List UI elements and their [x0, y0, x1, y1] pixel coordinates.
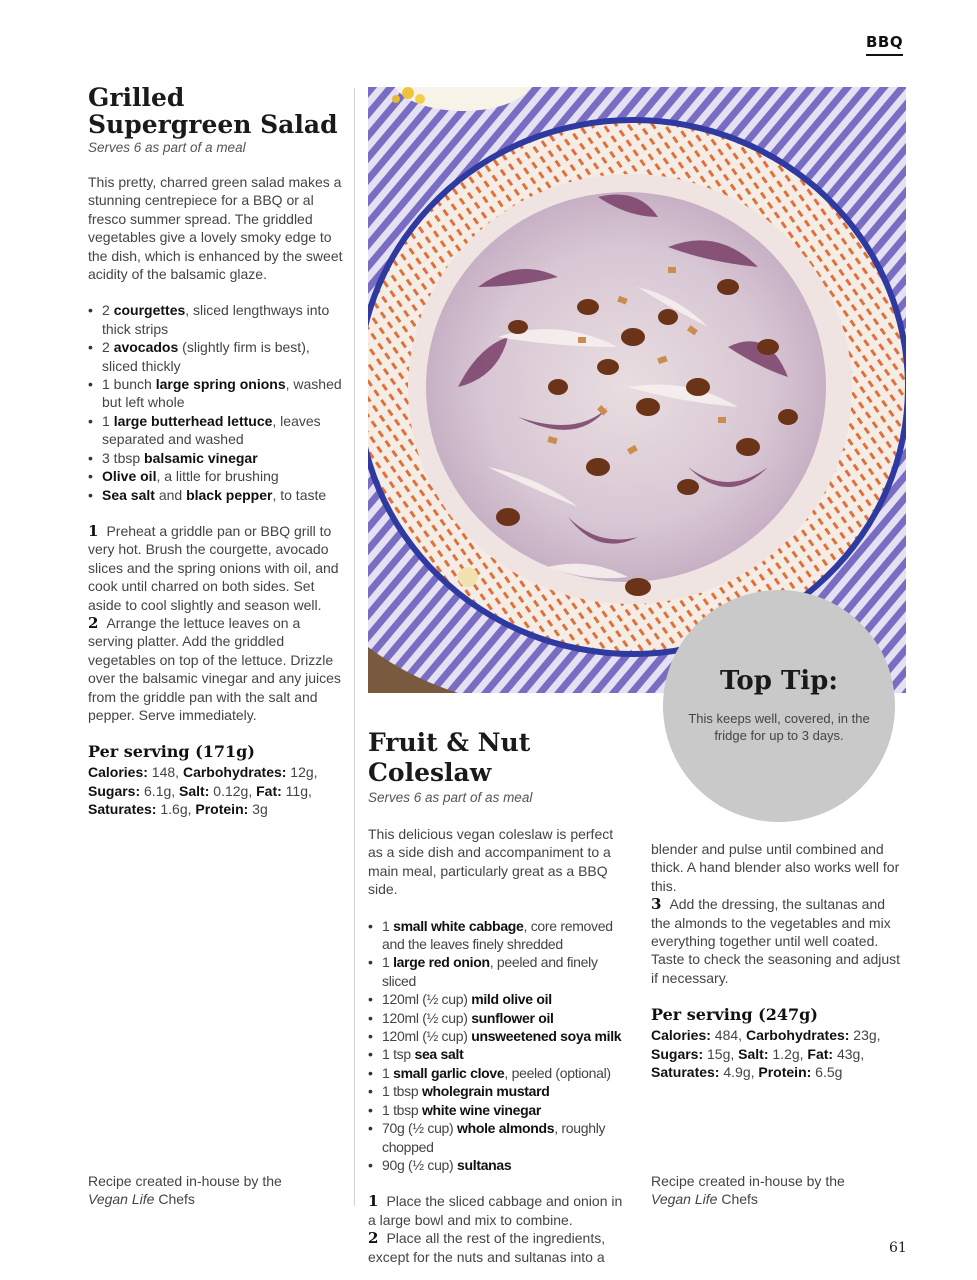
step-text: Add the dressing, the sultanas and the almonds to the vegetables and mix everything together until well coated. Taste to check the seasoning and adjust if necessary. — [651, 896, 901, 986]
step-text: Preheat a griddle pan or BBQ grill to very hot. Brush the courgette, avocado slices and the spring onions with oil, and cook until charred on both sides. Set aside to cool slightly and season well. — [88, 522, 339, 613]
ingredient-name: sultanas — [457, 1156, 512, 1173]
step-text: Place the sliced cabbage and onion in a large bowl and mix to combine. — [368, 1193, 623, 1228]
ingredient-name: sunflower oil — [471, 1009, 554, 1026]
nutrition-label: Sugars: — [88, 782, 141, 799]
per-serving-title: Per serving (171g) — [88, 742, 255, 762]
nutrition-label: Carbohydrates: — [182, 764, 287, 781]
method-step — [88, 614, 344, 724]
nutrition-label: Sugars: — [651, 1045, 704, 1062]
ingredient-name: large spring onions — [155, 376, 286, 393]
step-number: 3 — [651, 895, 662, 914]
ingredient-item: • 2 avocados (slightly firm is best), sliced thickly — [88, 338, 344, 375]
nutrition-value: 148 — [147, 764, 176, 781]
nutrition-item — [195, 801, 267, 817]
ingredient-item: • 1 small garlic clove, peeled (optional) — [368, 1064, 626, 1082]
top-tip-title: Top Tip: — [720, 666, 838, 696]
coleslaw-recipe — [368, 728, 626, 1266]
nutrition-item — [738, 1046, 799, 1062]
ingredient-name: mild olive oil — [471, 991, 552, 1008]
section-tag: BBQ — [866, 33, 903, 56]
recipe-intro: This pretty, charred green salad makes a stunning centrepiece for a BBQ or al fresco summer spread. The griddled vegetables give a lovely smoky edge to the dish, which is enhanced by the sweet acidity of the balsamic glaze. — [88, 174, 343, 283]
ingredient-item: • Olive oil, a little for brushing — [88, 467, 344, 485]
method-steps — [88, 522, 344, 724]
nutrition-facts: Calories: 484, Carbohydrates: 23g, Sugars: 15g, Salt: 1.2g, Fat: 43g, Saturates: 4.9g, Protein: 6.5g — [651, 1027, 881, 1081]
ingredient-item: • 1 large butterhead lettuce, leaves separated and washed — [88, 412, 344, 449]
ingredient-name: white wine vinegar — [421, 1101, 542, 1118]
nutrition-value: 3g — [248, 801, 268, 818]
step-text: Place all the rest of the ingredients, except for the nuts and sultanas into a — [368, 1230, 606, 1265]
ingredient-item: • 1 small white cabbage, core removed and the leaves finely shredded — [368, 917, 626, 954]
nutrition-value: 6.1g — [140, 782, 172, 799]
ingredient-item: • 1 tsp sea salt — [368, 1045, 626, 1063]
nutrition-value: 0.12g — [209, 782, 249, 799]
ingredient-name: Olive oil — [102, 468, 157, 485]
nutrition-value: 484 — [710, 1027, 739, 1044]
ingredient-name: unsweetened soya milk — [471, 1028, 622, 1045]
ingredient-name: avocados — [113, 339, 179, 356]
column-divider — [354, 88, 355, 1206]
per-serving — [651, 1005, 901, 1081]
nutrition-label: Protein: — [195, 801, 249, 818]
recipe-serves: Serves 6 as part of a meal — [88, 140, 246, 155]
nutrition-item — [88, 764, 175, 780]
ingredient-list — [88, 301, 344, 503]
nutrition-facts: Calories: 148, Carbohydrates: 12g, Sugars: 6.1g, Salt: 0.12g, Fat: 11g, Saturates: 1.6g, Protein: 3g — [88, 764, 318, 818]
nutrition-value: 12g — [286, 764, 314, 781]
grilled-salad-recipe — [88, 84, 344, 819]
ingredient-name: large butterhead lettuce — [113, 412, 273, 429]
nutrition-item — [746, 1027, 877, 1043]
ingredient-item: • 70g (½ cup) whole almonds, roughly chopped — [368, 1119, 626, 1156]
ingredient-item: • 120ml (½ cup) mild olive oil — [368, 990, 626, 1008]
nutrition-label: Protein: — [758, 1064, 812, 1081]
nutrition-value: 15g — [703, 1045, 731, 1062]
method-step — [368, 1229, 626, 1266]
ingredient-name: sea salt — [414, 1046, 464, 1063]
nutrition-item — [651, 1027, 738, 1043]
nutrition-item — [758, 1064, 842, 1080]
nutrition-item — [651, 1046, 730, 1062]
nutrition-label: Carbohydrates: — [745, 1027, 850, 1044]
nutrition-item — [183, 764, 314, 780]
nutrition-value: 43g — [833, 1045, 861, 1062]
ingredient-item: • Sea salt and black pepper, to taste — [88, 486, 344, 504]
method-step — [88, 522, 344, 614]
top-tip-circle — [663, 590, 895, 822]
ingredient-name: wholegrain mustard — [421, 1083, 550, 1100]
ingredient-item: • 2 courgettes, sliced lengthways into thick strips — [88, 301, 344, 338]
ingredient-item: • 120ml (½ cup) unsweetened soya milk — [368, 1027, 626, 1045]
recipe-intro: This delicious vegan coleslaw is perfect as a side dish and accompaniment to a main meal, particularly great as a BBQ side. — [368, 826, 614, 898]
credit-text: Recipe created in-house by the — [88, 1173, 282, 1189]
nutrition-label: Saturates: — [651, 1064, 720, 1081]
nutrition-value: 11g — [281, 782, 308, 799]
ingredient-item: • 120ml (½ cup) sunflower oil — [368, 1009, 626, 1027]
credit-tail: Chefs — [717, 1191, 758, 1208]
ingredient-item: • 1 tbsp wholegrain mustard — [368, 1082, 626, 1100]
ingredient-item: • 1 bunch large spring onions, washed but left whole — [88, 375, 344, 412]
page-number: 61 — [889, 1240, 907, 1256]
ingredient-name: Sea salt — [102, 486, 155, 503]
ingredient-item: • 1 large red onion, peeled and finely sliced — [368, 953, 626, 990]
credit-tail: Chefs — [154, 1191, 195, 1208]
nutrition-label: Salt: — [738, 1045, 769, 1062]
nutrition-item — [807, 1046, 860, 1062]
credit-magazine: Vegan Life — [651, 1191, 718, 1208]
step-number: 1 — [88, 521, 99, 540]
step-number: 1 — [368, 1192, 379, 1211]
nutrition-item — [179, 783, 248, 799]
nutrition-item — [651, 1064, 751, 1080]
recipe-credit — [651, 1172, 901, 1209]
ingredient-item: • 90g (½ cup) sultanas — [368, 1156, 626, 1174]
ingredient-name: small garlic clove — [393, 1064, 505, 1081]
ingredient-item: • 3 tbsp balsamic vinegar — [88, 449, 344, 467]
recipe-title: Fruit & Nut Coleslaw — [368, 728, 531, 787]
ingredient-name: large red onion — [393, 954, 490, 971]
nutrition-value: 4.9g — [719, 1064, 751, 1081]
top-tip-text: This keeps well, covered, in the fridge for up to 3 days. — [688, 711, 870, 743]
nutrition-label: Calories: — [651, 1027, 711, 1044]
nutrition-value: 23g — [849, 1027, 877, 1044]
nutrition-label: Saturates: — [88, 801, 157, 818]
ingredient-name: black pepper — [186, 486, 273, 503]
nutrition-value: 6.5g — [811, 1064, 843, 1081]
step-number: 2 — [88, 613, 99, 632]
nutrition-value: 1.6g — [156, 801, 188, 818]
nutrition-item — [256, 783, 308, 799]
ingredient-name: courgettes — [113, 302, 186, 319]
nutrition-label: Fat: — [256, 782, 282, 799]
nutrition-label: Salt: — [179, 782, 210, 799]
nutrition-item — [88, 801, 188, 817]
nutrition-label: Fat: — [807, 1045, 834, 1062]
recipe-serves: Serves 6 as part of as meal — [368, 790, 533, 805]
ingredient-item: • 1 tbsp white wine vinegar — [368, 1101, 626, 1119]
nutrition-value: 1.2g — [768, 1045, 800, 1062]
ingredient-name: balsamic vinegar — [144, 449, 258, 466]
method-step — [368, 1192, 626, 1229]
step-text: blender and pulse until combined and thick. A hand blender also works well for this. — [651, 841, 900, 894]
per-serving-title: Per serving (247g) — [651, 1005, 818, 1025]
credit-magazine: Vegan Life — [88, 1191, 155, 1208]
method-step — [651, 895, 901, 987]
method-steps — [368, 1192, 626, 1266]
ingredient-name: whole almonds — [457, 1120, 555, 1137]
coleslaw-recipe-continued — [651, 840, 901, 1081]
nutrition-item — [88, 783, 171, 799]
recipe-credit — [88, 1172, 344, 1209]
recipe-title: Grilled Supergreen Salad — [88, 83, 338, 139]
method-step — [651, 840, 901, 895]
step-text: Arrange the lettuce leaves on a serving platter. Add the griddled vegetables on top of the lettuce. Drizzle over the balsamic vinegar and any juices from the griddle pan with the salt and pepper. Serve immediately. — [88, 614, 341, 723]
nutrition-label: Calories: — [88, 764, 148, 781]
ingredient-name: small white cabbage — [393, 917, 524, 934]
per-serving — [88, 742, 344, 818]
credit-text: Recipe created in-house by the — [651, 1173, 845, 1189]
step-number: 2 — [368, 1229, 379, 1248]
method-steps-continued — [651, 840, 901, 987]
ingredient-list — [368, 917, 626, 1175]
